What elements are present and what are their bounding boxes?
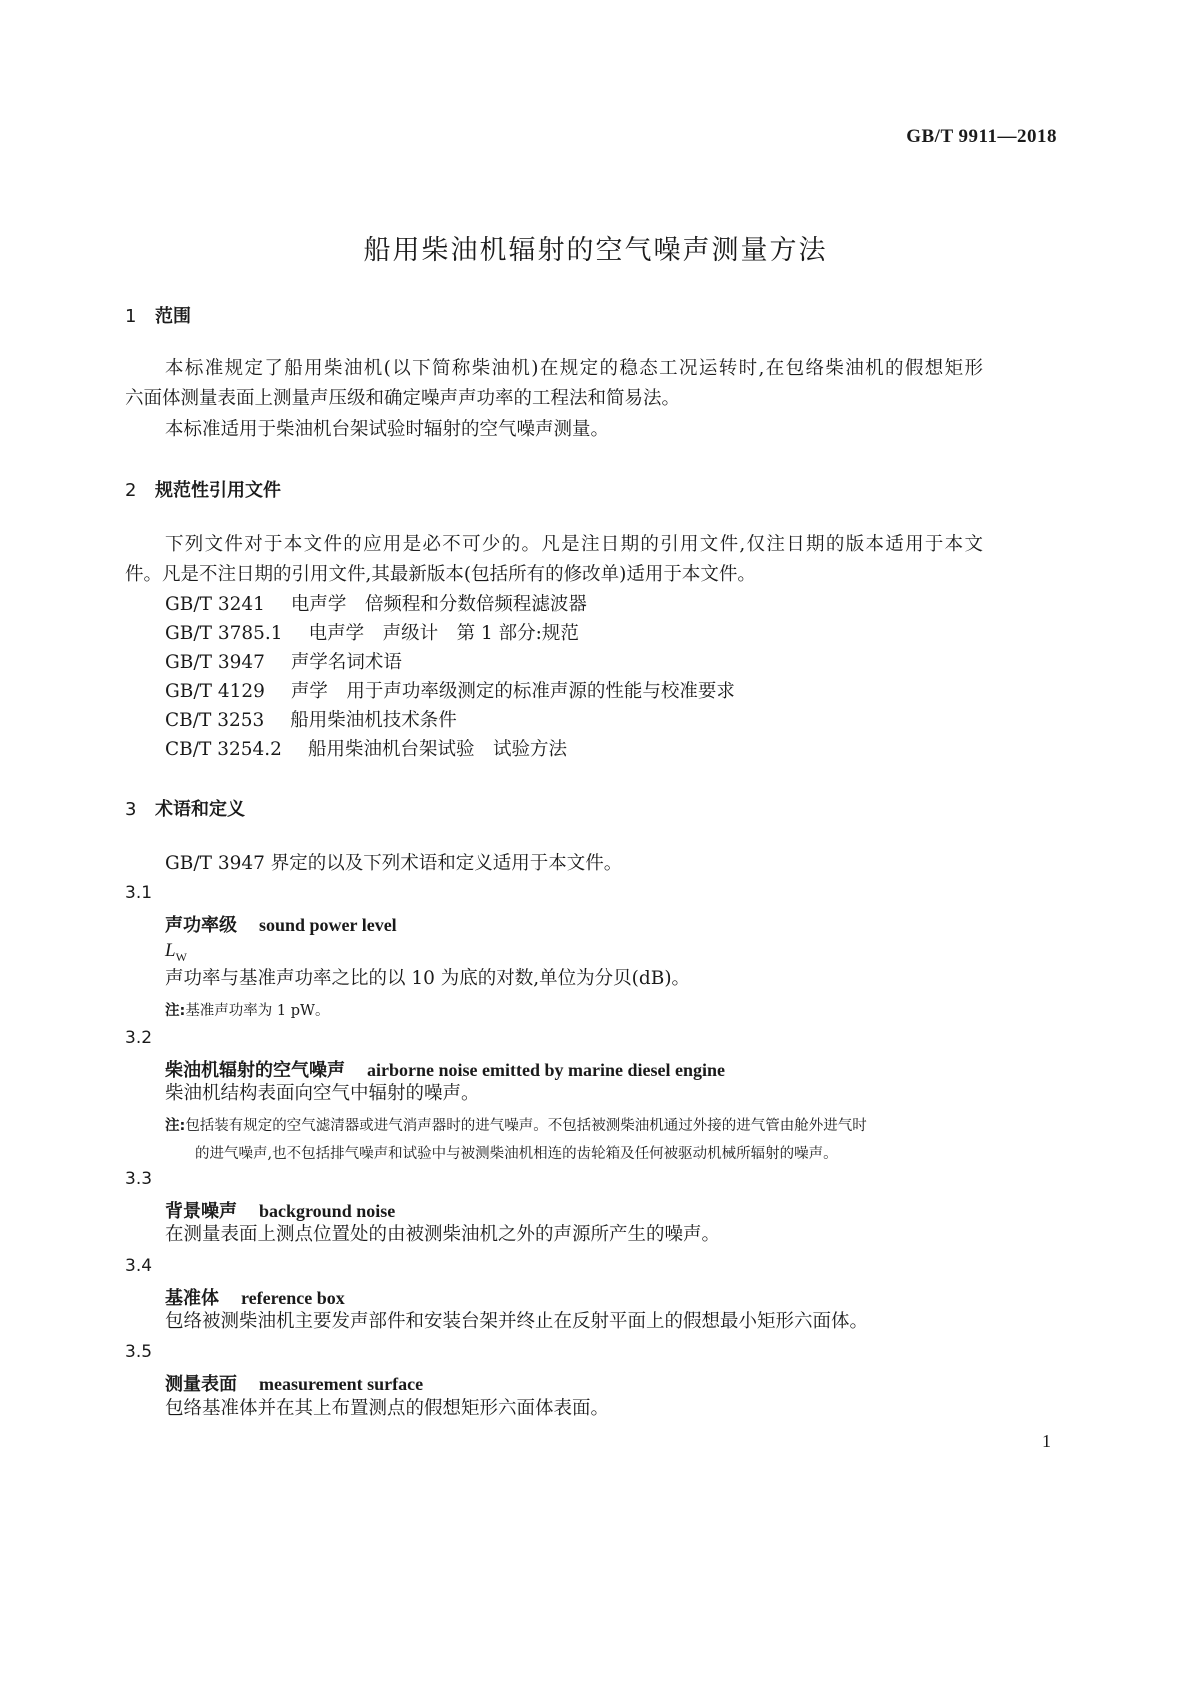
paragraph-line: 本标准适用于柴油机台架试验时辐射的空气噪声测量。: [165, 419, 610, 440]
reference-title: 声学名词术语: [290, 652, 402, 673]
section-number: 3: [125, 799, 137, 820]
term-en: background noise: [259, 1201, 396, 1221]
term-en: reference box: [241, 1288, 345, 1308]
term-definition: 包络被测柴油机主要发声部件和安装台架并终止在反射平面上的假想最小矩形六面体。: [165, 1311, 869, 1332]
term-zh: 柴油机辐射的空气噪声: [165, 1060, 345, 1081]
term-number: 3.2: [125, 1028, 153, 1048]
note-label: 注:: [165, 1003, 186, 1019]
reference-title: 电声学 声级计 第 1 部分:规范: [308, 623, 579, 644]
term-number: 3.4: [125, 1256, 153, 1276]
term-definition: 柴油机结构表面向空气中辐射的噪声。: [165, 1083, 480, 1104]
term-number: 3.3: [125, 1169, 153, 1189]
reference-item: [165, 677, 735, 707]
reference-item: [165, 619, 579, 649]
term-zh: 基准体: [165, 1288, 219, 1309]
section-number: 2: [125, 480, 137, 501]
reference-item: [165, 706, 457, 736]
term-zh: 背景噪声: [165, 1201, 237, 1222]
section-2-heading: [125, 476, 281, 502]
symbol-subscript: W: [175, 949, 187, 964]
reference-title: 声学 用于声功率级测定的标准声源的性能与校准要求: [290, 681, 735, 702]
paragraph-line: GB/T 3947 界定的以及下列术语和定义适用于本文件。: [165, 853, 623, 874]
paragraph-line: 本标准规定了船用柴油机(以下简称柴油机)在规定的稳态工况运转时,在包络柴油机的假想矩形: [165, 358, 983, 379]
term-number: 3.1: [125, 883, 153, 903]
term-en: sound power level: [259, 915, 397, 935]
section-1-heading: [125, 302, 191, 328]
term-definition: 在测量表面上测点位置处的由被测柴油机之外的声源所产生的噪声。: [165, 1224, 721, 1245]
reference-code: GB/T 3785.1: [165, 623, 283, 644]
term-zh: 声功率级: [165, 915, 237, 936]
note-text: 基准声功率为 1 pW。: [185, 1003, 330, 1019]
page-number: 1: [1042, 1431, 1051, 1451]
reference-item: [165, 648, 402, 678]
reference-title: 电声学 倍频程和分数倍频程滤波器: [290, 594, 587, 615]
term-zh: 测量表面: [165, 1374, 237, 1395]
paragraph-line: 下列文件对于本文件的应用是必不可少的。凡是注日期的引用文件,仅注日期的版本适用于本文: [165, 534, 983, 555]
paragraph-line: 件。凡是不注日期的引用文件,其最新版本(包括所有的修改单)适用于本文件。: [125, 564, 756, 585]
term-en: airborne noise emitted by marine diesel engine: [367, 1060, 725, 1080]
term-definition: 声功率与基准声功率之比的以 10 为底的对数,单位为分贝(dB)。: [165, 968, 691, 989]
reference-code: GB/T 4129: [165, 681, 265, 702]
section-title: 术语和定义: [155, 799, 245, 820]
note-label: 注:: [165, 1118, 186, 1134]
paragraph-line: 六面体测量表面上测量声压级和确定噪声声功率的工程法和简易法。: [125, 388, 681, 409]
standard-code: GB/T 9911—2018: [906, 126, 1057, 147]
reference-code: CB/T 3253: [165, 710, 265, 731]
note-text: 包括装有规定的空气滤清器或进气消声器时的进气噪声。不包括被测柴油机通过外接的进气管由舱外进气时: [185, 1118, 867, 1134]
reference-code: GB/T 3241: [165, 594, 265, 615]
document-title: 船用柴油机辐射的空气噪声测量方法: [363, 235, 828, 266]
section-3-heading: [125, 795, 245, 821]
section-number: 1: [125, 306, 137, 327]
term-number: 3.5: [125, 1342, 153, 1362]
reference-code: GB/T 3947: [165, 652, 265, 673]
note-line: 的进气噪声,也不包括排气噪声和试验中与被测柴油机相连的齿轮箱及任何被驱动机械所辐射的噪声。: [195, 1146, 838, 1162]
term-definition: 包络基准体并在其上布置测点的假想矩形六面体表面。: [165, 1398, 610, 1419]
note-line: [165, 1112, 983, 1140]
term-symbol: [165, 940, 187, 965]
section-title: 范围: [155, 306, 191, 327]
term-note: [165, 997, 329, 1025]
reference-title: 船用柴油机技术条件: [290, 710, 457, 731]
reference-item: [165, 735, 567, 765]
section-title: 规范性引用文件: [155, 480, 281, 501]
reference-item: [165, 590, 587, 620]
symbol-main: L: [165, 940, 176, 961]
term-heading: [165, 911, 397, 937]
reference-code: CB/T 3254.2: [165, 739, 282, 760]
term-note: [165, 1112, 983, 1168]
reference-title: 船用柴油机台架试验 试验方法: [307, 739, 567, 760]
term-en: measurement surface: [259, 1374, 424, 1394]
term-heading: [165, 1370, 423, 1396]
